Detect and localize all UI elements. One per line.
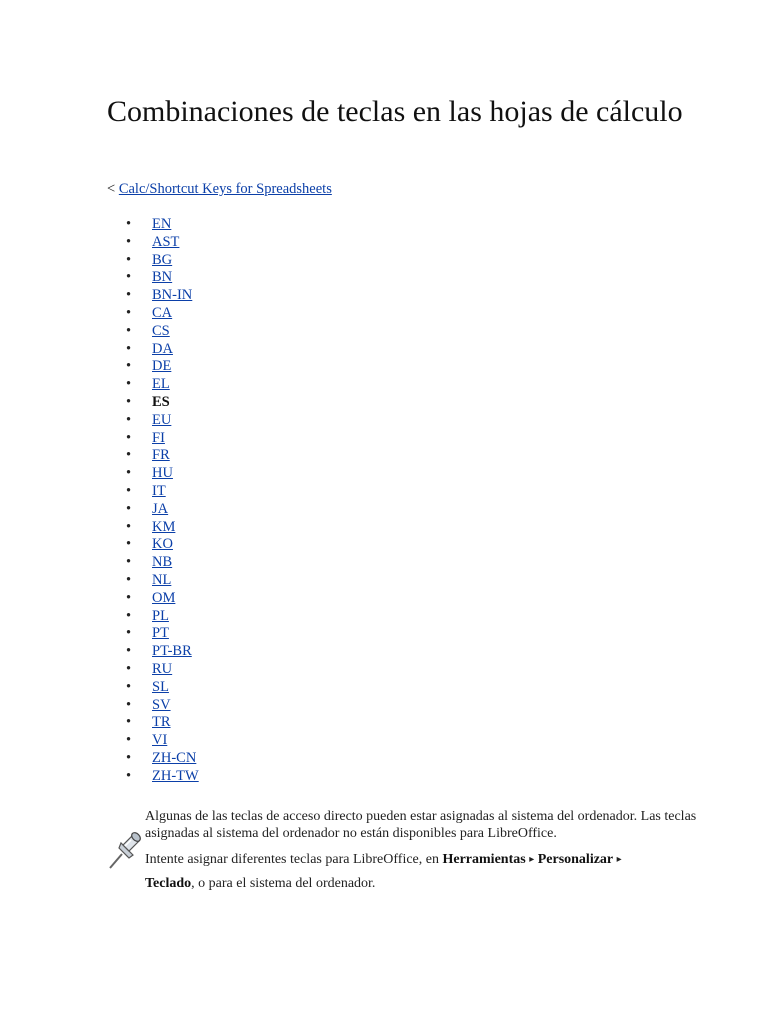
language-link-tr[interactable]: TR — [152, 714, 171, 731]
language-item — [107, 643, 199, 661]
breadcrumb-link[interactable]: Calc/Shortcut Keys for Spreadsheets — [118, 181, 332, 197]
language-link-bn[interactable]: BN — [152, 269, 173, 286]
language-link-ko[interactable]: KO — [152, 536, 173, 553]
language-link-zh-cn[interactable]: ZH-CN — [152, 749, 197, 766]
page-title: Combinaciones de teclas en las hojas de cálculo — [107, 95, 683, 128]
language-link-ru[interactable]: RU — [152, 660, 173, 677]
language-item — [107, 554, 199, 572]
language-item — [107, 661, 199, 679]
language-item — [107, 750, 199, 768]
language-item — [107, 341, 199, 359]
language-link-pl[interactable]: PL — [152, 607, 169, 624]
language-link-ja[interactable]: JA — [152, 500, 169, 517]
language-list — [107, 216, 199, 786]
breadcrumb — [107, 180, 332, 198]
language-item — [107, 572, 199, 590]
language-item — [107, 447, 199, 465]
language-link-zh-tw[interactable]: ZH-TW — [152, 767, 199, 784]
language-item — [107, 287, 199, 305]
language-link-cs[interactable]: CS — [152, 322, 170, 339]
language-link-vi[interactable]: VI — [152, 732, 168, 749]
language-item — [107, 358, 199, 376]
language-item — [107, 483, 199, 501]
language-link-de[interactable]: DE — [152, 358, 172, 375]
language-item — [107, 732, 199, 750]
language-item — [107, 269, 199, 287]
menu-arrow-1: ▸ — [529, 854, 535, 865]
language-link-sv[interactable]: SV — [152, 696, 171, 713]
menu-keyboard: Teclado — [145, 876, 192, 891]
note-line-2 — [145, 848, 705, 895]
menu-arrow-2: ▸ — [616, 854, 622, 865]
language-link-om[interactable]: OM — [152, 589, 176, 606]
language-item — [107, 430, 199, 448]
note-line-2-prefix: Intente asignar diferentes teclas para LibreOffice, en — [145, 852, 443, 867]
language-item — [107, 412, 199, 430]
language-link-sl[interactable]: SL — [152, 678, 169, 695]
language-link-nl[interactable]: NL — [152, 571, 172, 588]
pushpin-icon — [107, 828, 143, 870]
language-link-bn-in[interactable]: BN-IN — [152, 287, 193, 304]
note-text — [145, 808, 705, 895]
language-item — [107, 252, 199, 270]
language-item — [107, 216, 199, 234]
language-item — [107, 465, 199, 483]
language-item — [107, 679, 199, 697]
language-link-km[interactable]: KM — [152, 518, 176, 535]
note-box — [107, 808, 707, 898]
note-line-2-suffix: , o para el sistema del ordenador. — [191, 876, 376, 891]
language-link-el[interactable]: EL — [152, 376, 170, 393]
language-link-nb[interactable]: NB — [152, 554, 173, 571]
language-item — [107, 305, 199, 323]
language-item — [107, 590, 199, 608]
language-link-pt-br[interactable]: PT-BR — [152, 643, 192, 660]
language-item — [107, 519, 199, 537]
language-link-eu[interactable]: EU — [152, 411, 172, 428]
language-item — [107, 625, 199, 643]
language-link-da[interactable]: DA — [152, 340, 173, 357]
note-line-1: Algunas de las teclas de acceso directo pueden estar asignadas al sistema del ordenador. Las teclas asignadas al sistema del ordenador no están disponibles para LibreOffice. — [145, 809, 697, 841]
language-item — [107, 768, 199, 786]
language-link-it[interactable]: IT — [152, 482, 166, 499]
language-item — [107, 234, 199, 252]
language-item — [107, 536, 199, 554]
language-item — [107, 394, 199, 412]
language-item — [107, 608, 199, 626]
language-item — [107, 697, 199, 715]
menu-tools: Herramientas — [442, 852, 526, 867]
language-item — [107, 714, 199, 732]
menu-customize: Personalizar — [537, 852, 614, 867]
language-link-fr[interactable]: FR — [152, 447, 170, 464]
language-item — [107, 323, 199, 341]
breadcrumb-prefix: < — [107, 181, 119, 197]
language-link-pt[interactable]: PT — [152, 625, 169, 642]
language-link-ast[interactable]: AST — [152, 233, 180, 250]
language-link-fi[interactable]: FI — [152, 429, 165, 446]
language-link-en[interactable]: EN — [152, 216, 172, 232]
language-item — [107, 376, 199, 394]
language-link-hu[interactable]: HU — [152, 465, 173, 482]
language-item — [107, 501, 199, 519]
language-link-ca[interactable]: CA — [152, 304, 173, 321]
language-current: ES — [152, 393, 170, 410]
language-link-bg[interactable]: BG — [152, 251, 173, 268]
